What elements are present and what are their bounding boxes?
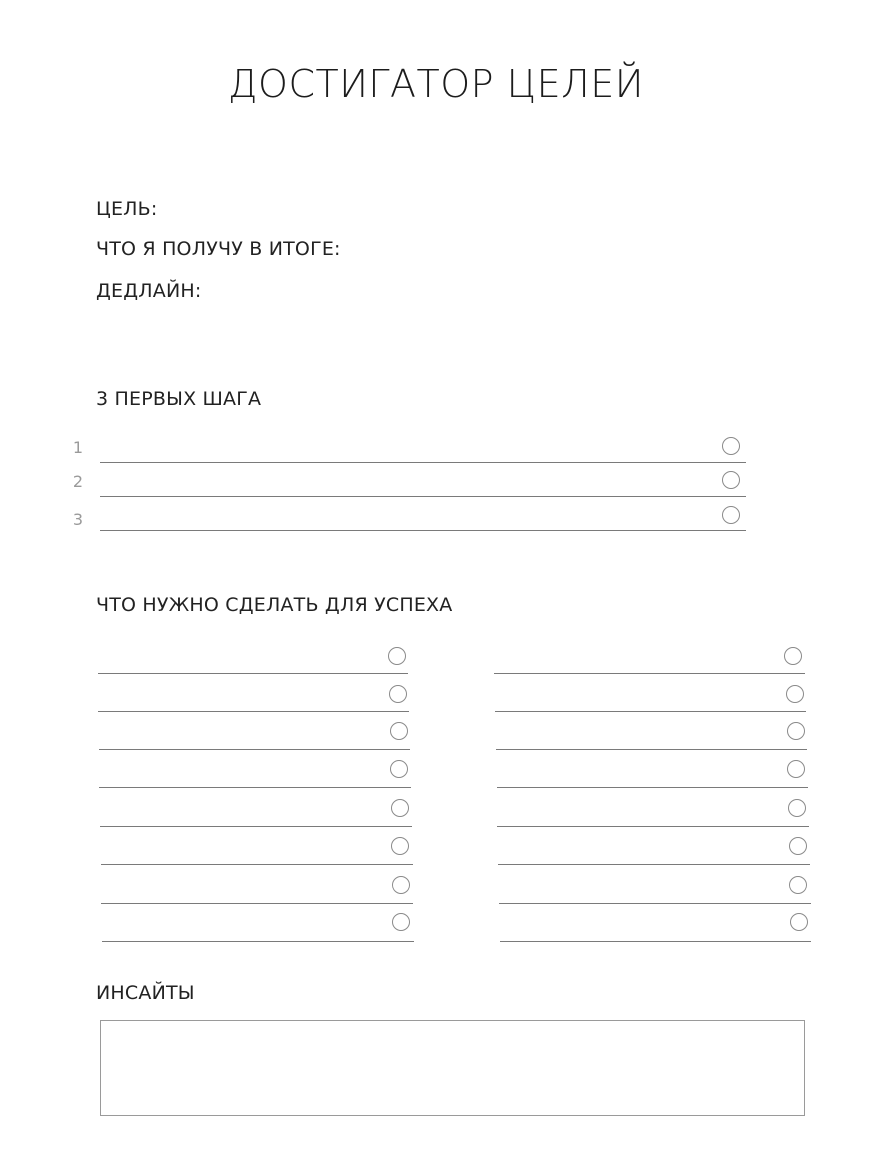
checklist-line[interactable] (496, 749, 807, 750)
checklist-checkbox[interactable] (391, 837, 409, 855)
checklist-checkbox[interactable] (788, 799, 806, 817)
checklist-line[interactable] (99, 749, 410, 750)
checklist-line[interactable] (497, 826, 809, 827)
checklist-checkbox[interactable] (391, 799, 409, 817)
success-title: ЧТО НУЖНО СДЕЛАТЬ ДЛЯ УСПЕХА (96, 594, 453, 616)
checklist-checkbox[interactable] (392, 913, 410, 931)
checklist-checkbox[interactable] (784, 647, 802, 665)
checklist-line[interactable] (494, 673, 805, 674)
checklist-line[interactable] (499, 903, 811, 904)
insights-box[interactable] (100, 1020, 805, 1116)
checklist-line[interactable] (102, 941, 414, 942)
checklist-checkbox[interactable] (789, 876, 807, 894)
step-line[interactable] (100, 530, 746, 531)
checklist-line[interactable] (495, 711, 806, 712)
step-number: 3 (72, 510, 84, 529)
checklist-line[interactable] (500, 941, 811, 942)
step-checkbox[interactable] (722, 471, 740, 489)
checklist-checkbox[interactable] (388, 647, 406, 665)
checklist-line[interactable] (98, 673, 408, 674)
page-title: ДОСТИГАТОР ЦЕЛЕЙ (228, 62, 644, 106)
deadline-label: ДЕДЛАЙН: (96, 280, 202, 302)
goal-label: ЦЕЛЬ: (96, 198, 158, 220)
checklist-checkbox[interactable] (787, 760, 805, 778)
step-number: 2 (72, 472, 84, 491)
step-line[interactable] (100, 496, 746, 497)
checklist-line[interactable] (498, 864, 810, 865)
insights-title: ИНСАЙТЫ (96, 982, 195, 1004)
checklist-checkbox[interactable] (390, 760, 408, 778)
checklist-line[interactable] (497, 787, 808, 788)
checklist-checkbox[interactable] (390, 722, 408, 740)
checklist-line[interactable] (101, 864, 413, 865)
checklist-checkbox[interactable] (787, 722, 805, 740)
checklist-line[interactable] (98, 711, 409, 712)
first-steps-title: 3 ПЕРВЫХ ШАГА (96, 388, 262, 410)
result-label: ЧТО Я ПОЛУЧУ В ИТОГЕ: (96, 238, 341, 260)
step-number: 1 (72, 438, 84, 457)
step-checkbox[interactable] (722, 437, 740, 455)
checklist-checkbox[interactable] (389, 685, 407, 703)
step-line[interactable] (100, 462, 746, 463)
step-checkbox[interactable] (722, 506, 740, 524)
checklist-checkbox[interactable] (789, 837, 807, 855)
checklist-line[interactable] (99, 787, 411, 788)
checklist-line[interactable] (100, 826, 412, 827)
checklist-checkbox[interactable] (392, 876, 410, 894)
checklist-checkbox[interactable] (786, 685, 804, 703)
checklist-checkbox[interactable] (790, 913, 808, 931)
checklist-line[interactable] (101, 903, 413, 904)
